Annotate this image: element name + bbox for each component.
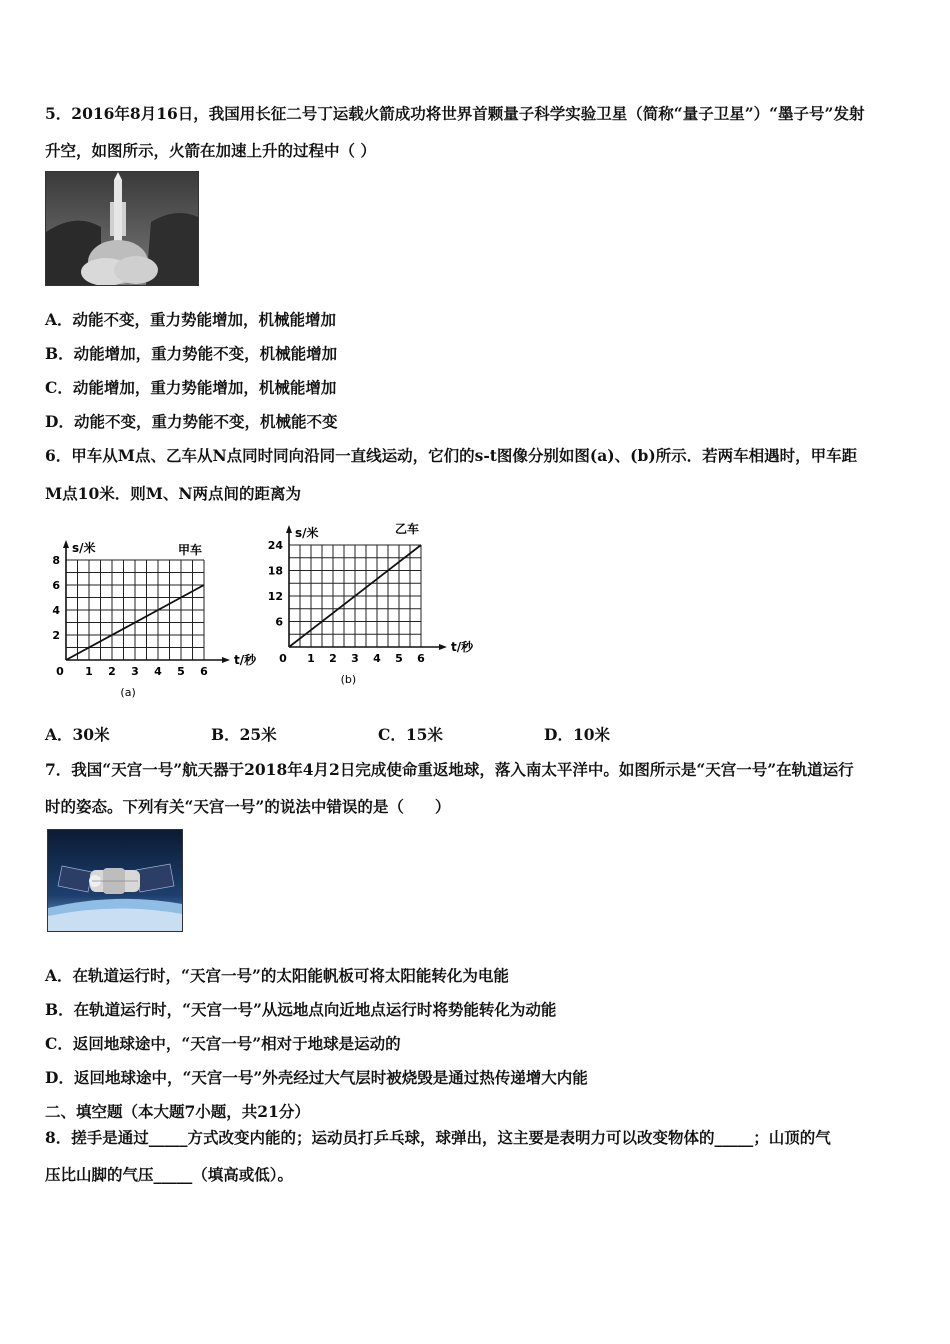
x-axis-arrow — [222, 657, 230, 663]
chart-b-yi-car — [265, 515, 475, 700]
chart-title: 甲车 — [178, 543, 203, 557]
q7-stem-line2: 时的姿态。下列有关“天宫一号”的说法中错误的是（ ） — [45, 797, 451, 816]
y-tick-label: 2 — [52, 629, 60, 642]
q8-stem-line1: 8．搓手是通过_____方式改变内能的；运动员打乒乓球，球弹出，这主要是表明力可以改变物体的_____；山顶的气 — [45, 1128, 831, 1147]
x-tick-label: 4 — [154, 665, 162, 678]
x-tick-label: 5 — [395, 652, 403, 665]
x-axis-arrow — [439, 644, 447, 650]
q7-stem-line1: 7．我国“天宫一号”航天器于2018年4月2日完成使命重返地球，落入南太平洋中。如图所示是“天宫一号”在轨道运行 — [45, 760, 854, 779]
chart-caption: (b) — [340, 673, 357, 686]
q6-option-b: B．25米 — [211, 725, 277, 744]
chart-caption: (a) — [120, 686, 136, 699]
x-axis-label: t/秒 — [234, 653, 257, 667]
q7-option-c: C．返回地球途中，“天宫一号”相对于地球是运动的 — [45, 1034, 401, 1053]
q6-option-c: C．15米 — [378, 725, 443, 744]
section-title: 二、填空题（本大题7小题，共21分） — [45, 1102, 310, 1121]
q7-option-d: D．返回地球途中，“天宫一号”外壳经过大气层时被烧毁是通过热传递增大内能 — [45, 1068, 588, 1087]
y-axis-label: s/米 — [295, 526, 319, 540]
tiangong-photo — [47, 829, 183, 932]
x-tick-label: 4 — [373, 652, 381, 665]
x-tick-label: 2 — [108, 665, 116, 678]
q6-option-a: A．30米 — [45, 725, 110, 744]
x-tick-label: 0 — [56, 665, 64, 678]
x-tick-label: 3 — [131, 665, 139, 678]
y-tick-label: 12 — [267, 590, 283, 603]
q5-option-a: A．动能不变，重力势能增加，机械能增加 — [45, 310, 337, 329]
y-tick-label: 8 — [52, 554, 60, 567]
q5-option-d: D．动能不变，重力势能不变，机械能不变 — [45, 412, 338, 431]
q8-stem-line2: 压比山脚的气压_____（填高或低）。 — [45, 1165, 294, 1184]
x-tick-label: 1 — [307, 652, 315, 665]
x-tick-label: 6 — [417, 652, 425, 665]
x-tick-label: 0 — [279, 652, 287, 665]
x-axis-label: t/秒 — [451, 640, 474, 654]
x-tick-label: 2 — [329, 652, 337, 665]
y-axis-label: s/米 — [72, 541, 96, 555]
y-tick-label: 18 — [267, 564, 283, 578]
q5-option-b: B．动能增加，重力势能不变，机械能增加 — [45, 344, 338, 363]
q6-stem-line1: 6．甲车从M点、乙车从N点同时同向沿同一直线运动，它们的s-t图像分别如图(a)、(b)所示．若两车相遇时，甲车距 — [45, 446, 858, 465]
rocket-launch-photo — [45, 171, 199, 286]
x-tick-label: 3 — [351, 652, 359, 665]
chart-title: 乙车 — [395, 522, 420, 536]
q6-option-d: D．10米 — [544, 725, 611, 744]
y-tick-label: 4 — [52, 604, 60, 617]
y-tick-label: 6 — [52, 579, 60, 592]
x-tick-label: 5 — [177, 665, 185, 678]
y-axis-arrow — [286, 525, 292, 533]
q5-stem-line2: 升空，如图所示，火箭在加速上升的过程中（ ） — [45, 141, 376, 160]
q5-stem-line1: 5．2016年8月16日，我国用长征二号丁运载火箭成功将世界首颗量子科学实验卫星（简称“量子卫星”）“墨子号”发射 — [45, 104, 865, 123]
q6-stem-line2: M点10米．则M、N两点间的距离为 — [45, 484, 302, 503]
q7-option-b: B．在轨道运行时，“天宫一号”从远地点向近地点运行时将势能转化为动能 — [45, 1000, 557, 1019]
q5-option-c: C．动能增加，重力势能增加，机械能增加 — [45, 378, 337, 397]
y-tick-label: 6 — [275, 615, 283, 629]
q7-option-a: A．在轨道运行时，“天宫一号”的太阳能帆板可将太阳能转化为电能 — [45, 966, 509, 985]
y-axis-arrow — [63, 540, 69, 548]
x-tick-label: 6 — [200, 665, 208, 678]
x-tick-label: 1 — [85, 665, 93, 678]
chart-a-jia-car — [40, 520, 260, 700]
y-tick-label: 24 — [267, 539, 283, 552]
